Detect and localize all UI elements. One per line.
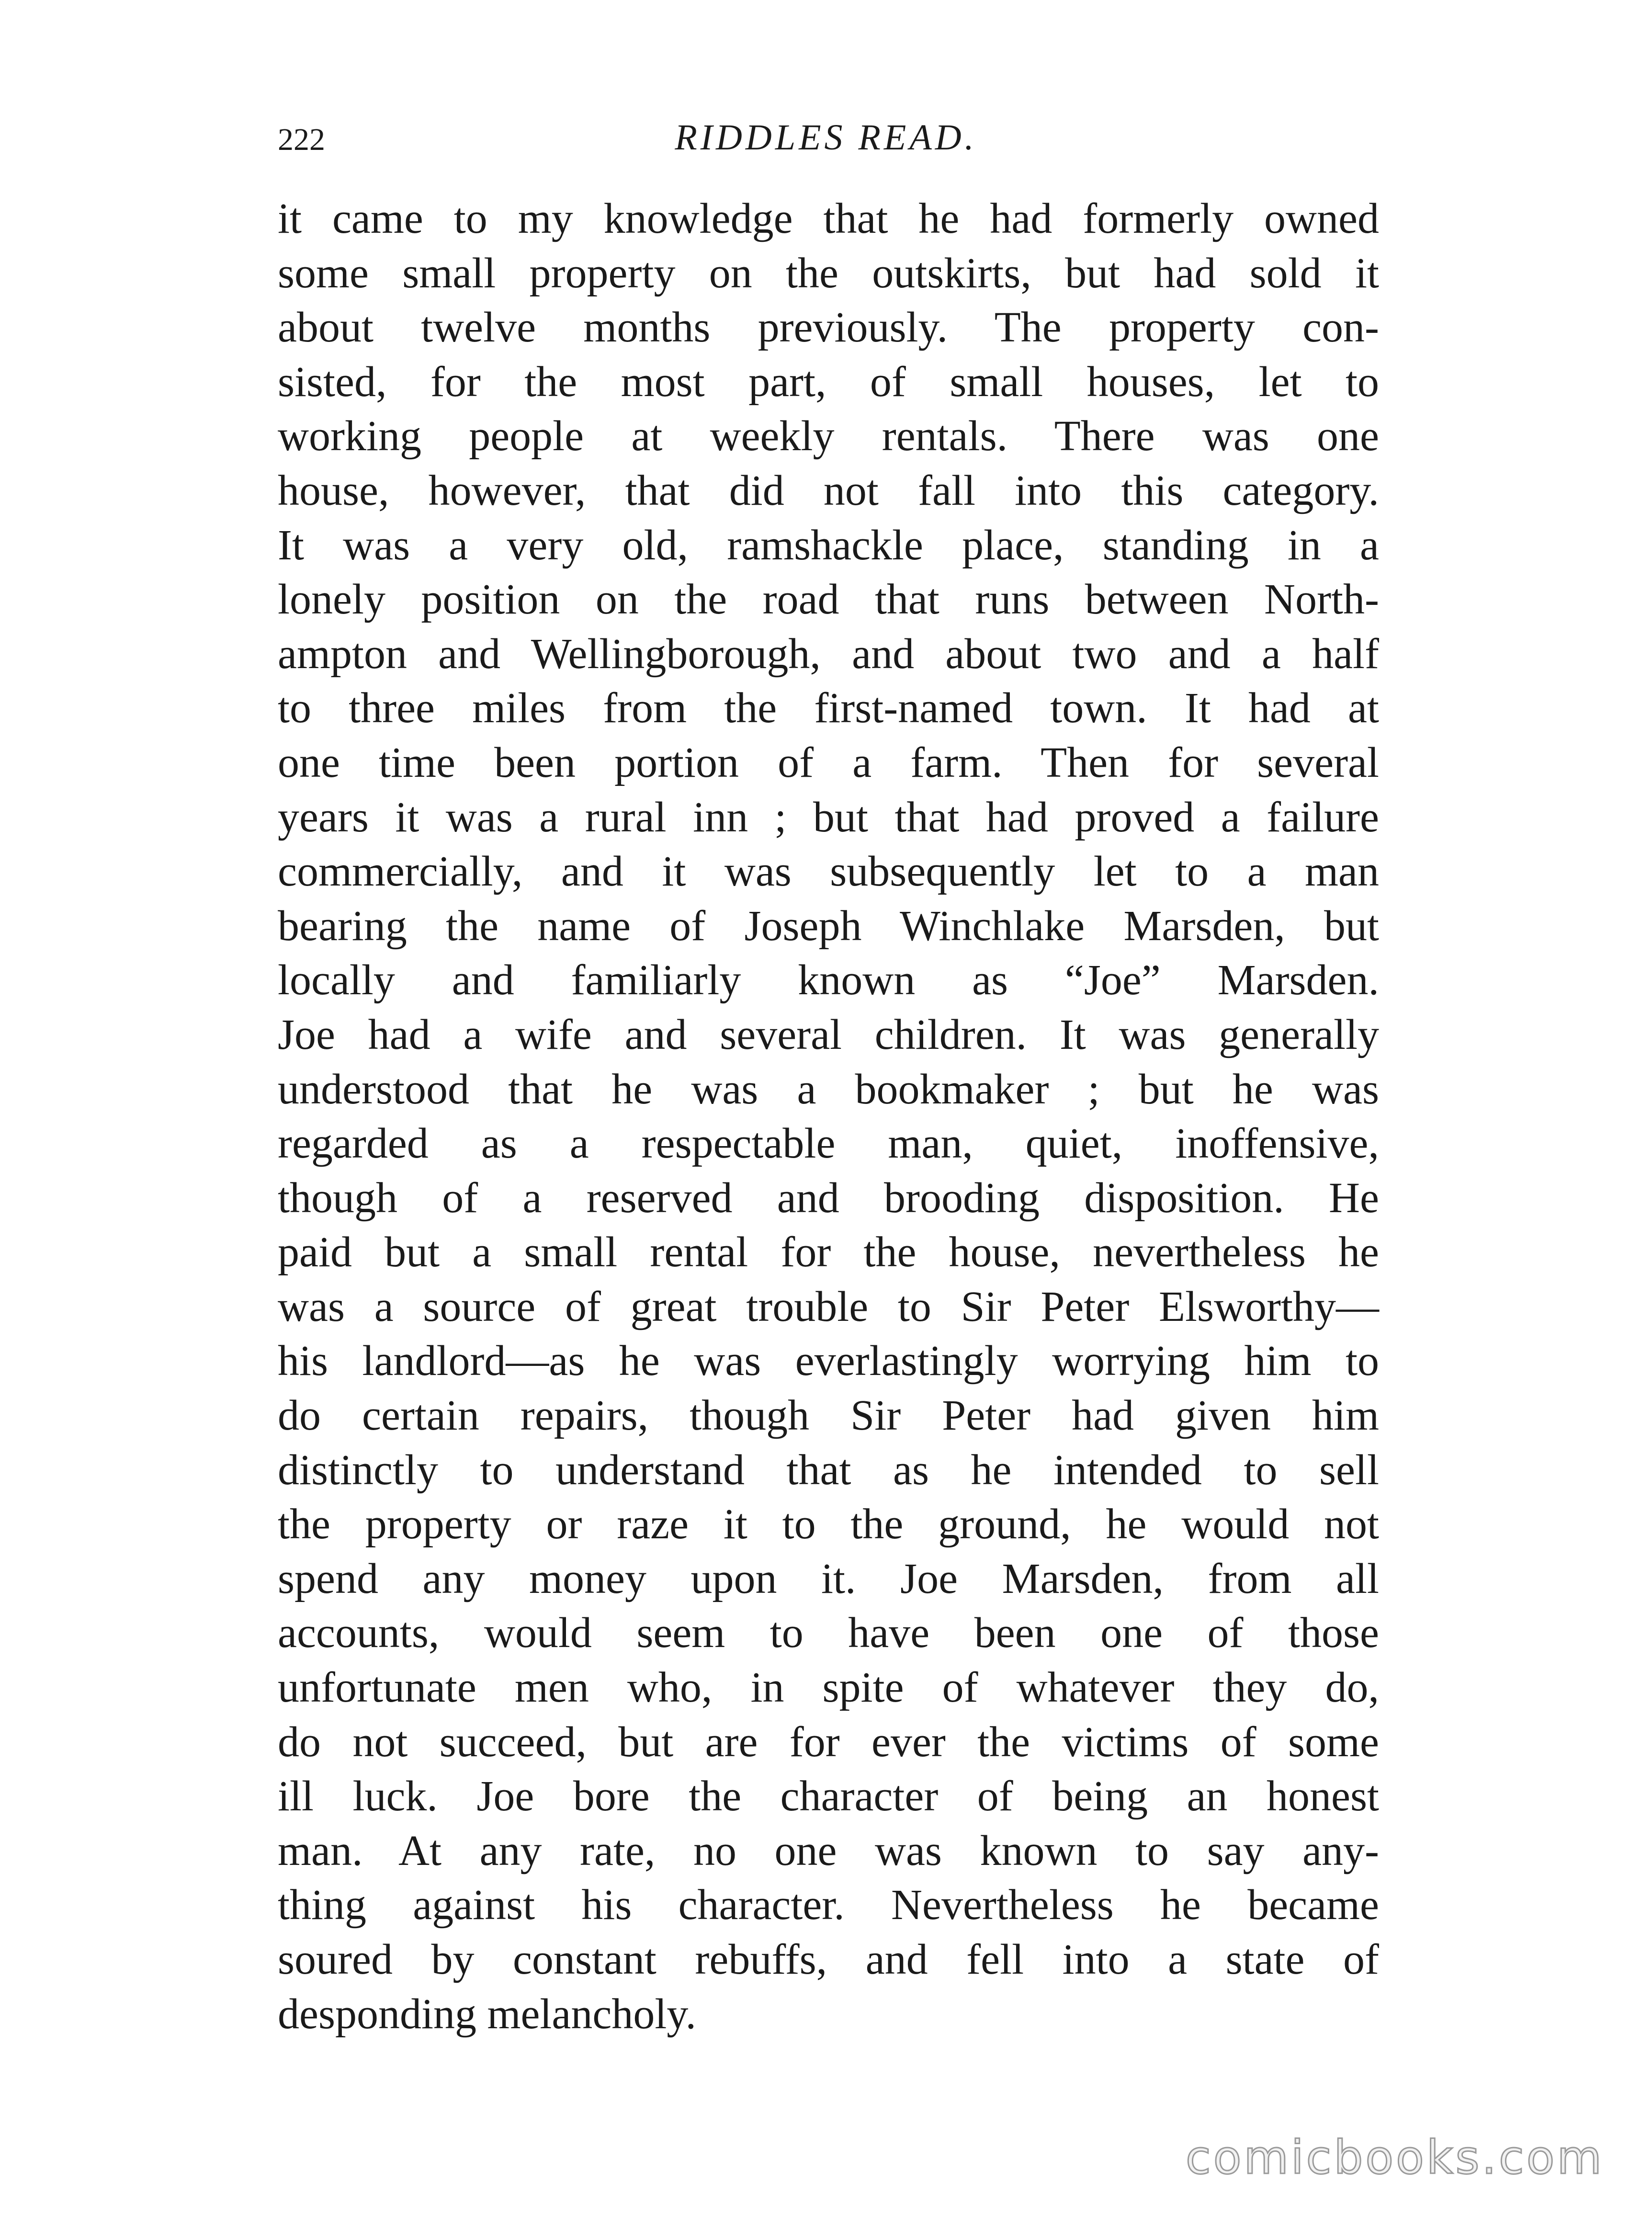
text-line: understood that he was a bookmaker ; but he was <box>278 1065 1379 1113</box>
text-line: working people at weekly rentals. There was one <box>278 412 1379 460</box>
text-line: man. At any rate, no one was known to say any- <box>278 1827 1379 1875</box>
text-line: one time been portion of a farm. Then for several <box>278 739 1379 786</box>
text-line: years it was a rural inn ; but that had proved a failure <box>278 793 1379 841</box>
text-line: house, however, that did not fall into this category. <box>278 466 1379 514</box>
text-line-last: desponding melancholy. <box>278 1990 696 2038</box>
text-line: bearing the name of Joseph Winchlake Marsden, but <box>278 902 1379 950</box>
text-line: locally and familiarly known as “Joe” Marsden. <box>278 956 1379 1004</box>
text-line: thing against his character. Nevertheless he became <box>278 1881 1379 1929</box>
text-line: ill luck. Joe bore the character of being an honest <box>278 1773 1379 1820</box>
text-line: though of a reserved and brooding disposition. He <box>278 1174 1379 1222</box>
text-line: to three miles from the first-named town. It had at <box>278 684 1379 732</box>
page-number: 222 <box>278 122 325 157</box>
text-line: accounts, would seem to have been one of those <box>278 1609 1379 1657</box>
text-line: soured by constant rebuffs, and fell into a state of <box>278 1936 1379 1983</box>
text-line: It was a very old, ramshackle place, standing in a <box>278 521 1379 569</box>
text-line: his landlord—as he was everlastingly worrying him to <box>278 1337 1379 1385</box>
text-line: distinctly to understand that as he intended to sell <box>278 1446 1379 1494</box>
body-text <box>278 192 1379 2041</box>
text-line: commercially, and it was subsequently let to a man <box>278 848 1379 896</box>
text-line: about twelve months previously. The property con- <box>278 304 1379 352</box>
text-line: paid but a small rental for the house, nevertheless he <box>278 1228 1379 1276</box>
text-line: it came to my knowledge that he had formerly owned <box>278 195 1379 242</box>
text-line: Joe had a wife and several children. It was generally <box>278 1011 1379 1058</box>
running-title: RIDDLES READ. <box>675 117 977 158</box>
text-line: was a source of great trouble to Sir Peter Elsworthy— <box>278 1283 1379 1330</box>
text-line: regarded as a respectable man, quiet, inoffensive, <box>278 1120 1379 1168</box>
text-line: spend any money upon it. Joe Marsden, from all <box>278 1555 1379 1602</box>
text-line: sisted, for the most part, of small houses, let to <box>278 358 1379 406</box>
text-line: do certain repairs, though Sir Peter had given him <box>278 1392 1379 1440</box>
text-line: unfortunate men who, in spite of whatever they do, <box>278 1664 1379 1712</box>
text-line: the property or raze it to the ground, he would not <box>278 1500 1379 1548</box>
text-line: lonely position on the road that runs between North- <box>278 576 1379 624</box>
watermark: comicbooks.com <box>1185 2131 1604 2184</box>
text-line: ampton and Wellingborough, and about two and a half <box>278 630 1379 678</box>
text-line: do not succeed, but are for ever the victims of some <box>278 1718 1379 1766</box>
text-line: some small property on the outskirts, but had sold it <box>278 249 1379 297</box>
